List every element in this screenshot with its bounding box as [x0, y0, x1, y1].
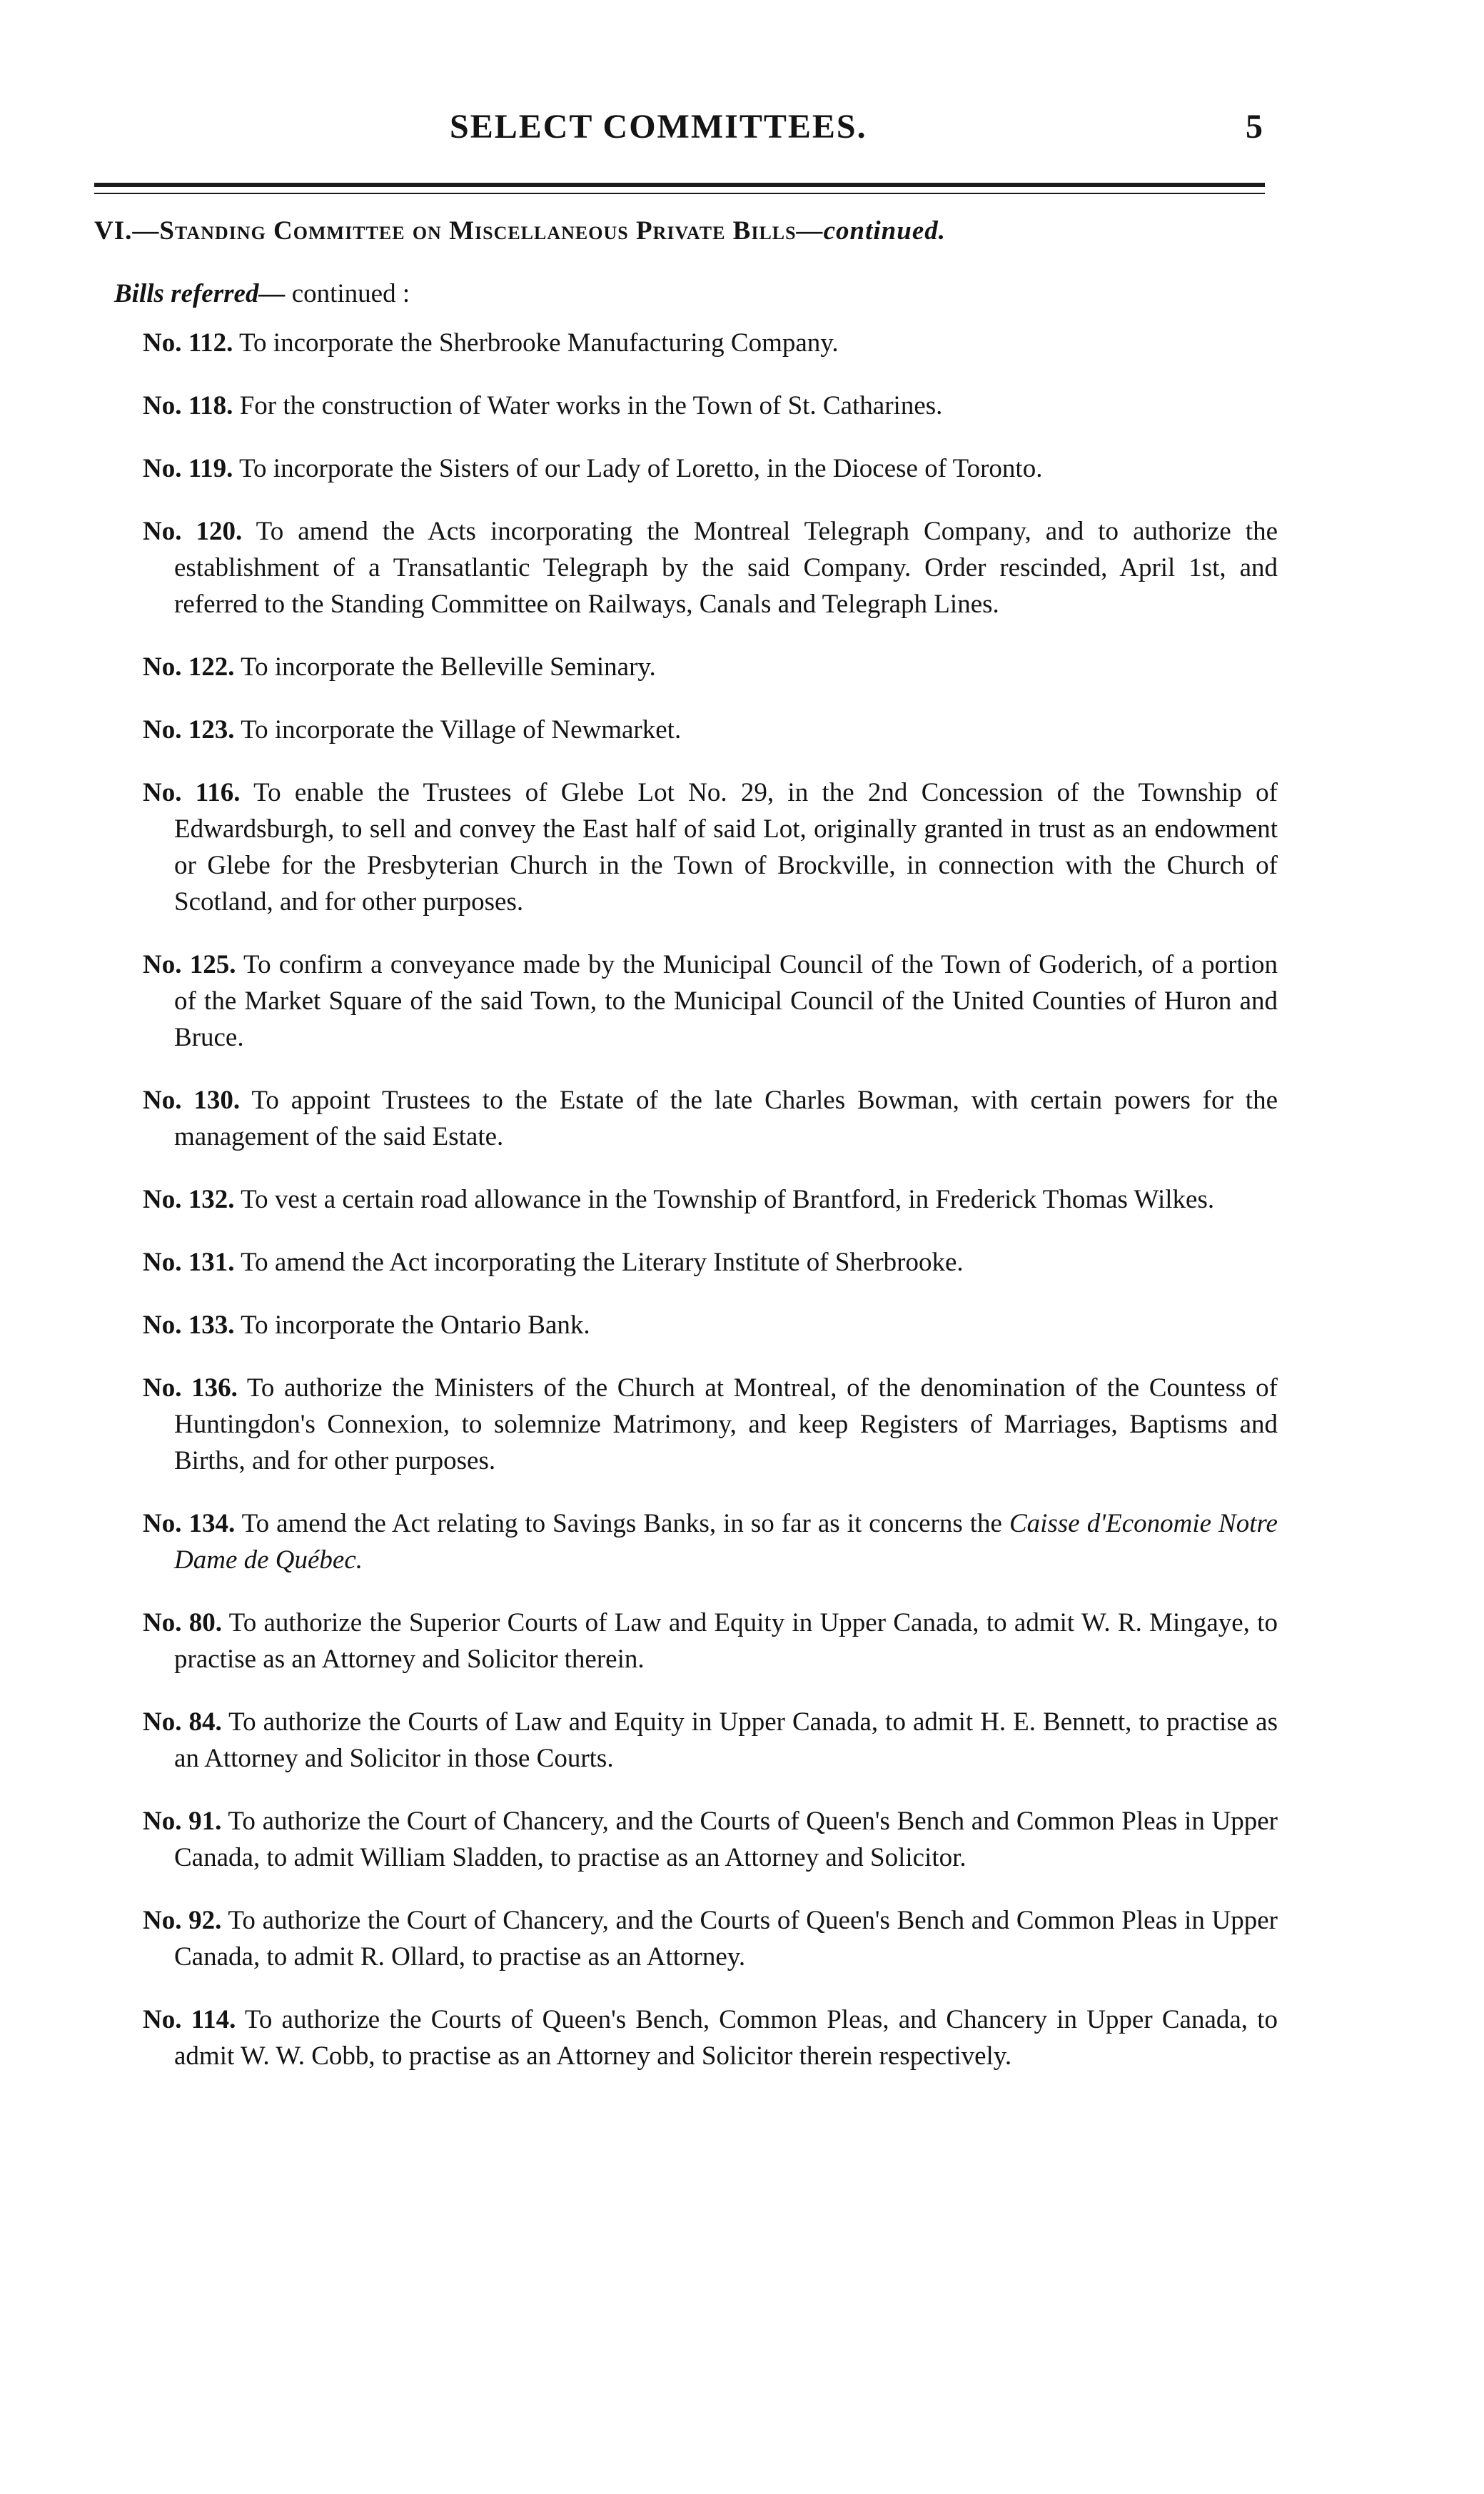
- bill-entry: [143, 649, 1278, 685]
- bill-description: [239, 454, 1042, 483]
- bill-entry: [143, 774, 1278, 920]
- bill-number: No. 92.: [143, 1906, 222, 1935]
- bill-number: No. 120.: [143, 517, 243, 546]
- bill-number: No. 132.: [143, 1185, 235, 1214]
- bill-description: [174, 950, 1278, 1052]
- bill-text: To amend the Act incorporating the Literary Institute of Sherbrooke.: [241, 1248, 964, 1277]
- bill-text: To amend the Acts incorporating the Montreal Telegraph Company, and to authorize the establishment of a Transatlantic Telegraph by the said Company. Order rescinded, April 1st, and referred to the Standing Committee on Railways, Canals and Telegraph Lines.: [174, 517, 1278, 619]
- bill-description: [174, 1707, 1278, 1773]
- bill-number: No. 119.: [143, 454, 233, 483]
- bill-description: [174, 2005, 1278, 2071]
- page-number: 5: [1246, 108, 1263, 146]
- bill-description: [174, 517, 1278, 619]
- bill-text: To authorize the Court of Chancery, and the Courts of Queen's Bench and Common Pleas in Upper Canada, to admit R. Ollard, to practise as an Attorney.: [174, 1906, 1278, 1972]
- bill-text: To confirm a conveyance made by the Municipal Council of the Town of Goderich, of a portion of the Market Square of the said Town, to the Municipal Council of the United Counties of Huron and Bruce.: [174, 950, 1278, 1052]
- bill-text: To incorporate the Village of Newmarket.: [241, 715, 682, 744]
- bills-list: [143, 325, 1278, 2101]
- bill-description: [174, 1509, 1278, 1575]
- bill-description: [241, 1248, 964, 1277]
- bill-entry: [143, 450, 1278, 487]
- bill-description: [174, 1086, 1278, 1151]
- bill-description: [174, 1373, 1278, 1475]
- bill-entry: [143, 1370, 1278, 1479]
- bill-entry: [143, 712, 1278, 748]
- bill-text: To enable the Trustees of Glebe Lot No. 29, in the 2nd Concession of the Township of Edwardsburgh, to sell and convey the East half of said Lot, originally granted in trust as an endowment or Glebe for the Presbyterian Church in the Town of Brockville, in connection with the Church of Scotland, and for other purposes.: [174, 778, 1278, 917]
- bill-number: No. 136.: [143, 1373, 238, 1403]
- bill-number: No. 112.: [143, 328, 233, 358]
- bill-entry: [143, 1244, 1278, 1281]
- bill-entry: [143, 1803, 1278, 1876]
- bill-text: To incorporate the Belleville Seminary.: [241, 652, 656, 682]
- running-head: [0, 107, 1484, 157]
- bill-number: No. 123.: [143, 715, 235, 744]
- bill-number: No. 125.: [143, 950, 236, 979]
- bill-text: To authorize the Courts of Queen's Bench, Common Pleas, and Chancery in Upper Canada, to admit W. W. Cobb, to practise as an Attorney and Solicitor therein respectively.: [174, 2005, 1278, 2071]
- bill-text: To authorize the Court of Chancery, and the Courts of Queen's Bench and Common Pleas in Upper Canada, to admit William Sladden, to practise as an Attorney and Solicitor.: [174, 1807, 1278, 1872]
- bill-number: No. 114.: [143, 2005, 236, 2034]
- bill-description: [239, 328, 839, 358]
- bills-referred-label: Bills referred—: [114, 279, 286, 308]
- bill-number: No. 131.: [143, 1248, 235, 1277]
- bill-description: [174, 778, 1278, 917]
- bill-text: To vest a certain road allowance in the Township of Brantford, in Frederick Thomas Wilkes.: [241, 1185, 1215, 1214]
- page-title: SELECT COMMITTEES.: [450, 108, 867, 146]
- bill-entry: [143, 1902, 1278, 1975]
- bill-description: [174, 1807, 1278, 1872]
- bill-description: [174, 1608, 1278, 1674]
- bill-entry: [143, 1704, 1278, 1777]
- section-continued-label: —continued.: [796, 216, 947, 246]
- bill-entry: [143, 1307, 1278, 1343]
- bill-text: To incorporate the Sisters of our Lady of Loretto, in the Diocese of Toronto.: [239, 454, 1043, 483]
- bill-text: To authorize the Courts of Law and Equity in Upper Canada, to admit H. E. Bennett, to practise as an Attorney and Solicitor in those Courts.: [174, 1707, 1278, 1773]
- bill-number: No. 133.: [143, 1311, 235, 1340]
- bill-entry: [143, 946, 1278, 1056]
- bills-referred-continued: continued :: [285, 279, 410, 308]
- bill-entry: [143, 2001, 1278, 2074]
- bill-text: To incorporate the Sherbrooke Manufacturing Company.: [239, 328, 839, 358]
- bill-italic-text: Caisse d'Economie Notre Dame de Québec.: [174, 1509, 1278, 1575]
- bill-description: [241, 1185, 1214, 1214]
- bill-entry: [143, 325, 1278, 361]
- section-heading: [94, 216, 946, 246]
- bill-number: No. 118.: [143, 391, 233, 420]
- bill-description: [241, 1311, 590, 1340]
- bill-text: For the construction of Water works in the Town of St. Catharines.: [239, 391, 943, 420]
- bill-number: No. 134.: [143, 1509, 236, 1538]
- bill-number: No. 84.: [143, 1707, 222, 1737]
- bill-description: [174, 1906, 1278, 1972]
- bill-number: No. 116.: [143, 778, 241, 807]
- bill-text: To authorize the Superior Courts of Law and Equity in Upper Canada, to admit W. R. Mingaye, to practise as an Attorney and Solicitor therein.: [174, 1608, 1278, 1674]
- bill-number: No. 91.: [143, 1807, 222, 1836]
- bill-text: To authorize the Ministers of the Church at Montreal, of the denomination of the Countess of Huntingdon's Connexion, to solemnize Matrimony, and keep Registers of Marriages, Baptisms and Births, and for other purposes.: [174, 1373, 1278, 1475]
- bill-entry: [143, 1082, 1278, 1155]
- bill-number: No. 80.: [143, 1608, 223, 1637]
- bill-description: [241, 652, 656, 682]
- bill-entry: [143, 388, 1278, 424]
- bill-description: [241, 715, 681, 744]
- bill-number: No. 130.: [143, 1086, 241, 1115]
- bill-description: [240, 391, 943, 420]
- bills-referred-heading: [114, 278, 410, 309]
- bill-text: To appoint Trustees to the Estate of the late Charles Bowman, with certain powers for the management of the said Estate.: [174, 1086, 1278, 1151]
- bill-text: To incorporate the Ontario Bank.: [241, 1311, 590, 1340]
- header-rule-thick: [94, 183, 1265, 187]
- section-heading-text: VI.—Standing Committee on Miscellaneous Private Bills: [94, 216, 797, 246]
- header-rule-thin: [94, 193, 1265, 194]
- bill-number: No. 122.: [143, 652, 235, 682]
- bill-text: To amend the Act relating to Savings Banks, in so far as it concerns the: [241, 1509, 1009, 1538]
- bill-entry: [143, 1605, 1278, 1677]
- bill-entry: [143, 513, 1278, 622]
- bill-entry: [143, 1181, 1278, 1218]
- bill-entry: [143, 1505, 1278, 1578]
